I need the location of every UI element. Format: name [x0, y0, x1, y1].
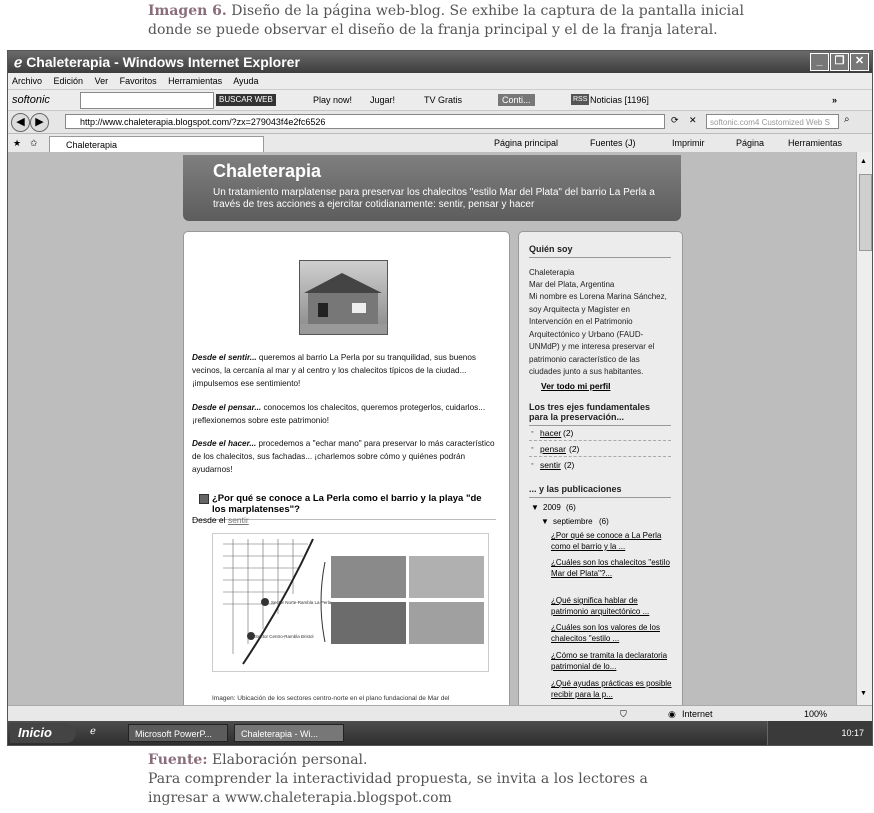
- post-paragraph-pensar: [192, 401, 502, 427]
- address-input[interactable]: http://www.chaleterapia.blogspot.com/?zx=279043f4e2fc6526: [65, 114, 665, 129]
- axis-link-pensar[interactable]: pensar: [540, 444, 566, 454]
- axes-title: Los tres ejes fundamentales para la preservación...: [529, 402, 671, 426]
- forward-icon[interactable]: ▶: [30, 113, 49, 132]
- blog-description: Un tratamiento marplatense para preservar los chalecitos "estilo Mar del Plata" del barrio La Perla a través de tres acciones a ejercitar cotidianamente: sentir, pensar y hacer: [213, 187, 655, 210]
- menu-bar: [8, 73, 872, 90]
- axis-count-pensar: (2): [569, 444, 580, 454]
- zone-label: Internet: [682, 709, 713, 719]
- post-paragraph-hacer: [192, 437, 502, 476]
- pensar-lead: Desde el pensar...: [192, 403, 262, 412]
- conti-button[interactable]: Conti...: [498, 94, 535, 106]
- tv-gratis-button[interactable]: TV Gratis: [424, 95, 463, 105]
- archive-post-link[interactable]: ¿Cuáles son los chalecitos "estilo Mar del Plata"?...: [551, 558, 670, 578]
- source-line-2: Para comprender la interactividad propuesta, se invita a los lectores a: [148, 771, 648, 787]
- archive-post-link[interactable]: ¿Qué significa hablar de patrimonio arquitectónico ...: [551, 596, 650, 616]
- vertical-scrollbar[interactable]: [856, 152, 873, 705]
- archive-post-link[interactable]: ¿Cómo se tramita la declaratoria patrimonial de lo...: [551, 651, 668, 671]
- favorites-star-icon[interactable]: ★: [13, 138, 22, 148]
- archive-post-link[interactable]: ¿Cuáles son los valores de los chalecitos "estilo ...: [551, 623, 660, 643]
- start-button[interactable]: Inicio: [10, 723, 76, 743]
- figure-caption: Imagen: Ubicación de los sectores centro-norte en el plano fundacional de Mar del: [212, 695, 450, 702]
- security-icon: ⛉: [620, 709, 627, 719]
- source-line-1: Elaboración personal.: [211, 752, 368, 768]
- about-title: Quién soy: [529, 244, 671, 258]
- blog-title[interactable]: Chaleterapia: [213, 161, 322, 181]
- profile-link[interactable]: Ver todo mi perfil: [541, 381, 611, 391]
- taskbar: [8, 721, 872, 745]
- menu-ayuda[interactable]: Ayuda: [233, 76, 259, 86]
- map-figure: [213, 534, 488, 671]
- post-meta: [192, 515, 249, 525]
- menu-ver[interactable]: Ver: [94, 76, 109, 86]
- axis-link-sentir[interactable]: sentir: [540, 460, 561, 470]
- sidebar: [518, 231, 683, 705]
- tab-chaleterapia[interactable]: Chaleterapia: [49, 136, 264, 153]
- play-now-button[interactable]: Play now!: [313, 95, 353, 105]
- stop-icon[interactable]: ✕: [689, 115, 697, 125]
- main-column: [183, 231, 510, 705]
- publications-title: ... y las publicaciones: [529, 484, 671, 498]
- axis-count-hacer: (2): [563, 428, 574, 438]
- archive-year-count: (6): [566, 503, 576, 512]
- back-icon[interactable]: ◀: [11, 113, 30, 132]
- page-menu-button[interactable]: Página: [736, 138, 765, 148]
- title-bar: [8, 51, 872, 73]
- browser-window: [7, 50, 873, 746]
- caption-top: [148, 2, 744, 40]
- noticias-button[interactable]: Noticias [1196]: [590, 95, 649, 105]
- menu-herramientas[interactable]: Herramientas: [168, 76, 223, 86]
- caption-line-1: Diseño de la página web-blog. Se exhibe la captura de la pantalla inicial: [231, 3, 744, 19]
- quicklaunch-ie-icon[interactable]: ℯ: [90, 726, 96, 737]
- expand-month-icon[interactable]: ▼: [541, 517, 549, 526]
- zoom-label[interactable]: 100%: [804, 709, 828, 719]
- source-line-3: ingresar a www.chaleterapia.blogspot.com: [148, 790, 452, 806]
- home-button[interactable]: Página principal: [494, 138, 559, 148]
- expand-year-icon[interactable]: ▼: [531, 503, 539, 512]
- label-bullet-icon: ◦: [531, 445, 534, 452]
- post-label-link[interactable]: sentir: [227, 515, 249, 525]
- label-bullet-icon: ◦: [531, 461, 534, 468]
- sidebar-separator: [529, 456, 671, 457]
- search-icon[interactable]: ⌕: [844, 114, 850, 125]
- menu-archivo[interactable]: Archivo: [12, 76, 43, 86]
- caption-line-2: donde se puede observar el diseño de la franja principal y el de la franja lateral.: [148, 22, 718, 38]
- feeds-button[interactable]: Fuentes (J): [590, 138, 636, 148]
- scroll-down-icon[interactable]: ▼: [860, 690, 867, 697]
- archive-month[interactable]: septiembre: [553, 517, 593, 526]
- archive-post-link[interactable]: ¿Qué ayudas prácticas es posible recibir para la p...: [551, 679, 672, 699]
- scroll-thumb[interactable]: [859, 174, 872, 251]
- caption-label: Imagen 6.: [148, 3, 227, 19]
- search-input[interactable]: softonic.com4 Customized Web S: [706, 114, 839, 129]
- pensar-text: conocemos los chalecitos, queremos protegerlos, cuidarlos... ¡reflexionemos sobre este patrimonio!: [192, 403, 486, 425]
- sentir-lead: Desde el sentir...: [192, 353, 257, 362]
- status-bar: [8, 705, 872, 722]
- rss-icon[interactable]: RSS: [573, 96, 588, 103]
- taskbar-powerpoint[interactable]: Microsoft PowerP...: [128, 724, 228, 742]
- minimize-button[interactable]: _: [810, 53, 829, 71]
- taskbar-chaleterapia[interactable]: Chaleterapia - Wi...: [234, 724, 344, 742]
- add-favorite-icon[interactable]: ✩: [30, 138, 38, 148]
- print-button[interactable]: Imprimir: [672, 138, 705, 148]
- address-bar: [8, 111, 872, 134]
- archive-post-link[interactable]: ¿Por qué se conoce a La Perla como el barrio y la ...: [551, 531, 662, 551]
- axis-link-hacer[interactable]: hacer: [540, 428, 562, 438]
- globe-icon: ◉: [668, 709, 676, 719]
- source-label: Fuente:: [148, 752, 208, 768]
- clock: 10:17: [841, 728, 864, 738]
- menu-edicion[interactable]: Edición: [53, 76, 84, 86]
- post-paragraph-sentir: [192, 351, 502, 390]
- scroll-up-icon[interactable]: ▲: [860, 158, 867, 165]
- ie-icon: ℯ: [14, 54, 23, 70]
- system-tray: [767, 721, 872, 745]
- archive-month-count: (6): [599, 517, 609, 526]
- tools-menu-button[interactable]: Herramientas: [788, 138, 843, 148]
- label-bullet-icon: ◦: [531, 429, 534, 436]
- tab-bar: [8, 134, 872, 154]
- toolbar-more-button[interactable]: »: [832, 95, 838, 105]
- sentir-text: queremos al barrio La Perla por su tranquilidad, sus buenos vecinos, la cercanía al mar y al centro y los chalecitos típicos de la ciudad... ¡impulsemos ese sentimiento!: [192, 353, 476, 388]
- maximize-button[interactable]: ❐: [830, 53, 849, 71]
- axis-count-sentir: (2): [564, 460, 575, 470]
- post-title-text[interactable]: ¿Por qué se conoce a La Perla como el barrio y la playa "de los marplatenses"?: [212, 493, 482, 515]
- caption-bottom: [148, 751, 648, 808]
- map-label-center: Sector Centro-Rambla Bristol: [255, 634, 314, 639]
- softonic-toolbar: [8, 90, 872, 111]
- page-viewport: [8, 152, 856, 705]
- buscar-web-button[interactable]: BUSCAR WEB: [216, 94, 276, 106]
- expand-icon[interactable]: [199, 494, 209, 504]
- close-button[interactable]: ✕: [850, 53, 869, 71]
- post-figure: [212, 533, 489, 672]
- about-location: Mar del Plata, Argentina: [529, 280, 615, 289]
- softonic-logo[interactable]: softonic: [12, 94, 50, 106]
- about-name: Chaleterapia: [529, 268, 575, 277]
- hacer-text: procedemos a "echar mano" para preservar lo más característico de los chalecitos, sus fachadas... ¡charlemos sobre cómo y quiénes podrán ayudarnos!: [192, 439, 495, 474]
- map-label-north: Sector Norte-Rambla La Perla: [271, 600, 332, 605]
- sidebar-separator: [529, 440, 671, 441]
- hacer-lead: Desde el hacer...: [192, 439, 257, 448]
- softonic-search-input[interactable]: [80, 92, 214, 109]
- archive-year[interactable]: 2009: [543, 503, 561, 512]
- blog-header: [183, 155, 681, 221]
- refresh-icon[interactable]: ⟳: [671, 115, 679, 125]
- post-meta-prefix: Desde el: [192, 515, 226, 525]
- window-title: Chaleterapia - Windows Internet Explorer: [26, 54, 300, 70]
- menu-favoritos[interactable]: Favoritos: [119, 76, 157, 86]
- chalet-photo: [299, 260, 388, 335]
- about-text: Mi nombre es Lorena Marina Sánchez, soy Arquitecta y Magíster en Intervención en el Patrimonio Arquitectónico y Urbano (FAUD-UNMdP) y me interesa preservar el patrimonio característico de las ciudades junto a sus habitantes.: [529, 292, 667, 376]
- jugar-button[interactable]: Jugar!: [370, 95, 396, 105]
